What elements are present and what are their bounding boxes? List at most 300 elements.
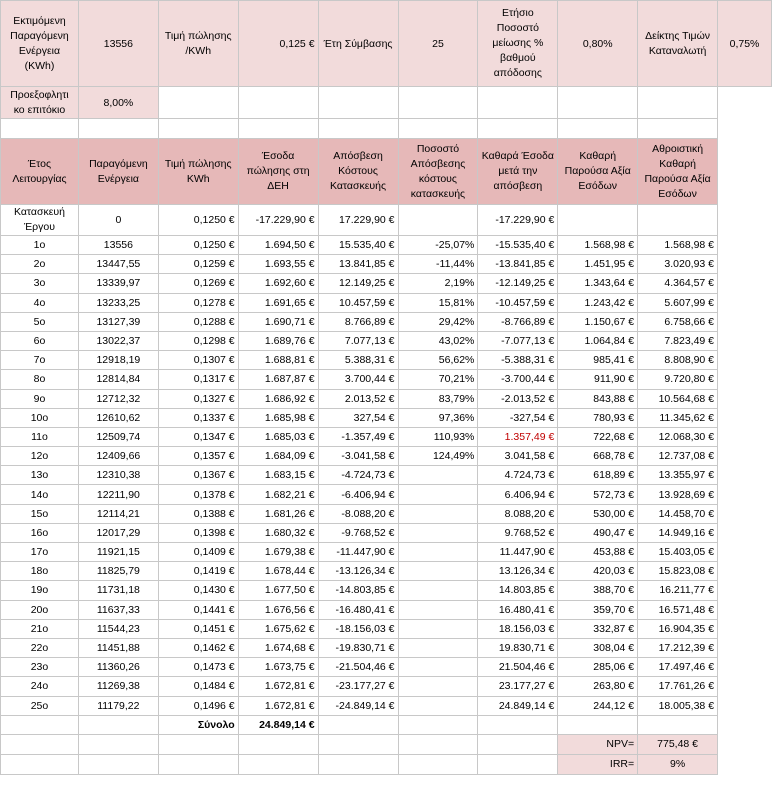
energy-cell[interactable]: 11825,79 — [78, 562, 158, 581]
npv-cell[interactable]: 618,89 € — [558, 466, 638, 485]
empty-cell[interactable] — [398, 734, 478, 754]
cumulative-npv-cell[interactable]: 3.020,93 € — [638, 255, 718, 274]
percent-cell[interactable] — [398, 619, 478, 638]
energy-cell[interactable]: 13556 — [78, 236, 158, 255]
empty-cell[interactable] — [238, 754, 318, 774]
year-cell[interactable]: 14ο — [1, 485, 79, 504]
cell[interactable] — [638, 205, 718, 236]
percent-cell[interactable] — [398, 504, 478, 523]
depreciation-cell[interactable]: -9.768,52 € — [318, 523, 398, 542]
net-revenue-cell[interactable]: -327,54 € — [478, 408, 558, 427]
depreciation-cell[interactable]: 15.535,40 € — [318, 236, 398, 255]
year-cell[interactable]: 17ο — [1, 543, 79, 562]
npv-cell[interactable]: 668,78 € — [558, 447, 638, 466]
revenue-cell[interactable]: 1.672,81 € — [238, 677, 318, 696]
cumulative-npv-cell[interactable]: 10.564,68 € — [638, 389, 718, 408]
energy-value[interactable]: 13556 — [78, 1, 158, 87]
energy-cell[interactable]: 11731,18 — [78, 581, 158, 600]
net-revenue-cell[interactable]: -7.077,13 € — [478, 331, 558, 350]
construction-row — [1, 205, 772, 236]
npv-cell[interactable]: 1.451,95 € — [558, 255, 638, 274]
depreciation-cell[interactable]: 3.700,44 € — [318, 370, 398, 389]
energy-cell[interactable]: 12712,32 — [78, 389, 158, 408]
npv-cell[interactable]: 490,47 € — [558, 523, 638, 542]
empty-cell[interactable] — [398, 87, 478, 119]
empty-cell[interactable] — [78, 754, 158, 774]
depreciation-cell[interactable]: -14.803,85 € — [318, 581, 398, 600]
revenue-cell[interactable]: 1.680,32 € — [238, 523, 318, 542]
price-cell[interactable]: 0,1409 € — [158, 543, 238, 562]
net-revenue-cell[interactable]: 23.177,27 € — [478, 677, 558, 696]
depreciation-cell[interactable]: -1.357,49 € — [318, 427, 398, 446]
percent-cell[interactable] — [398, 485, 478, 504]
price-cell[interactable]: 0,1288 € — [158, 312, 238, 331]
depreciation-cell[interactable]: -23.177,27 € — [318, 677, 398, 696]
price-cell[interactable]: 0,1250 € — [158, 236, 238, 255]
revenue-cell[interactable]: 1.682,21 € — [238, 485, 318, 504]
energy-cell[interactable]: 11921,15 — [78, 543, 158, 562]
total-label[interactable]: Σύνολο — [158, 715, 238, 734]
discount-value[interactable]: 8,00% — [78, 87, 158, 119]
price-cell[interactable]: 0,1278 € — [158, 293, 238, 312]
revenue-cell[interactable]: 1.692,60 € — [238, 274, 318, 293]
empty-cell[interactable] — [558, 119, 638, 139]
percent-cell[interactable]: 43,02% — [398, 331, 478, 350]
revenue-cell[interactable]: 1.678,44 € — [238, 562, 318, 581]
empty-cell[interactable] — [398, 754, 478, 774]
energy-cell[interactable]: 13339,97 — [78, 274, 158, 293]
npv-cell[interactable]: 244,12 € — [558, 696, 638, 715]
depreciation-cell[interactable]: 8.766,89 € — [318, 312, 398, 331]
table-row — [1, 658, 772, 677]
year-cell[interactable]: 22ο — [1, 638, 79, 657]
year-cell[interactable]: 20ο — [1, 600, 79, 619]
net-revenue-cell[interactable]: -10.457,59 € — [478, 293, 558, 312]
empty-cell[interactable] — [238, 87, 318, 119]
depreciation-cell[interactable]: 12.149,25 € — [318, 274, 398, 293]
price-cell[interactable]: 0,1327 € — [158, 389, 238, 408]
percent-cell[interactable] — [398, 562, 478, 581]
energy-cell[interactable]: 13022,37 — [78, 331, 158, 350]
year-cell[interactable]: 3ο — [1, 274, 79, 293]
percent-cell[interactable]: 29,42% — [398, 312, 478, 331]
energy-cell[interactable]: 12814,84 — [78, 370, 158, 389]
year-cell[interactable]: 7ο — [1, 351, 79, 370]
price-cell[interactable]: 0,1398 € — [158, 523, 238, 542]
price-cell[interactable]: 0,1419 € — [158, 562, 238, 581]
price-cell[interactable]: 0,1473 € — [158, 658, 238, 677]
price-cell[interactable]: 0,1317 € — [158, 370, 238, 389]
cumulative-npv-cell[interactable]: 12.737,08 € — [638, 447, 718, 466]
price-cell[interactable]: 0,1462 € — [158, 638, 238, 657]
net-revenue-cell[interactable]: 24.849,14 € — [478, 696, 558, 715]
net-revenue-cell[interactable]: 18.156,03 € — [478, 619, 558, 638]
cumulative-npv-cell[interactable]: 9.720,80 € — [638, 370, 718, 389]
empty-cell[interactable] — [318, 754, 398, 774]
cumulative-npv-cell[interactable]: 13.928,69 € — [638, 485, 718, 504]
empty-cell[interactable] — [78, 119, 158, 139]
table-row — [1, 638, 772, 657]
energy-cell[interactable]: 13447,55 — [78, 255, 158, 274]
empty-cell[interactable] — [638, 87, 718, 119]
percent-cell[interactable]: 56,62% — [398, 351, 478, 370]
empty-cell — [718, 312, 772, 331]
npv-cell[interactable]: 530,00 € — [558, 504, 638, 523]
cumulative-npv-cell[interactable]: 5.607,99 € — [638, 293, 718, 312]
year-cell[interactable]: 16ο — [1, 523, 79, 542]
depreciation-cell[interactable]: 7.077,13 € — [318, 331, 398, 350]
npv-cell[interactable]: 1.568,98 € — [558, 236, 638, 255]
cell[interactable]: 0 — [78, 205, 158, 236]
cell[interactable] — [398, 205, 478, 236]
header-npv: Καθαρή Παρούσα Αξία Εσόδων — [558, 139, 638, 205]
price-cell[interactable]: 0,1378 € — [158, 485, 238, 504]
percent-cell[interactable] — [398, 677, 478, 696]
empty-cell[interactable] — [158, 119, 238, 139]
revenue-cell[interactable]: 1.686,92 € — [238, 389, 318, 408]
npv-label[interactable]: NPV= — [558, 734, 638, 754]
year-cell[interactable]: 19ο — [1, 581, 79, 600]
energy-cell[interactable]: 11179,22 — [78, 696, 158, 715]
npv-cell[interactable]: 985,41 € — [558, 351, 638, 370]
revenue-cell[interactable]: 1.672,81 € — [238, 696, 318, 715]
cell[interactable] — [558, 205, 638, 236]
price-cell[interactable]: 0,1357 € — [158, 447, 238, 466]
year-cell[interactable]: 4ο — [1, 293, 79, 312]
price-cell[interactable]: 0,1337 € — [158, 408, 238, 427]
npv-cell[interactable]: 1.243,42 € — [558, 293, 638, 312]
cumulative-npv-cell[interactable]: 6.758,66 € — [638, 312, 718, 331]
price-cell[interactable]: 0,1307 € — [158, 351, 238, 370]
npv-cell[interactable]: 911,90 € — [558, 370, 638, 389]
revenue-cell[interactable]: 1.690,71 € — [238, 312, 318, 331]
price-value[interactable]: 0,125 € — [238, 1, 318, 87]
percent-cell[interactable]: 2,19% — [398, 274, 478, 293]
year-cell[interactable]: 6ο — [1, 331, 79, 350]
cumulative-npv-cell[interactable]: 14.949,16 € — [638, 523, 718, 542]
revenue-cell[interactable]: 1.673,75 € — [238, 658, 318, 677]
depreciation-cell[interactable]: 327,54 € — [318, 408, 398, 427]
revenue-cell[interactable]: 1.679,38 € — [238, 543, 318, 562]
depreciation-cell[interactable]: -16.480,41 € — [318, 600, 398, 619]
percent-cell[interactable]: -25,07% — [398, 236, 478, 255]
energy-cell[interactable]: 12211,90 — [78, 485, 158, 504]
empty-cell[interactable] — [478, 754, 558, 774]
percent-cell[interactable] — [398, 600, 478, 619]
energy-cell[interactable]: 12114,21 — [78, 504, 158, 523]
empty-cell[interactable] — [318, 87, 398, 119]
energy-cell[interactable]: 11544,23 — [78, 619, 158, 638]
net-revenue-cell[interactable]: 4.724,73 € — [478, 466, 558, 485]
energy-cell[interactable]: 12310,38 — [78, 466, 158, 485]
price-cell[interactable]: 0,1484 € — [158, 677, 238, 696]
net-revenue-cell[interactable]: 11.447,90 € — [478, 543, 558, 562]
energy-cell[interactable]: 11451,88 — [78, 638, 158, 657]
revenue-cell[interactable]: 1.694,50 € — [238, 236, 318, 255]
energy-cell[interactable]: 12918,19 — [78, 351, 158, 370]
year-cell[interactable]: 11ο — [1, 427, 79, 446]
year-cell[interactable]: 5ο — [1, 312, 79, 331]
depreciation-cell[interactable]: 10.457,59 € — [318, 293, 398, 312]
irr-row — [1, 754, 772, 774]
empty-cell[interactable] — [1, 715, 79, 734]
year-cell[interactable]: 9ο — [1, 389, 79, 408]
depreciation-cell[interactable]: 13.841,85 € — [318, 255, 398, 274]
cumulative-npv-cell[interactable]: 8.808,90 € — [638, 351, 718, 370]
empty-cell[interactable] — [478, 715, 558, 734]
year-cell[interactable]: 10ο — [1, 408, 79, 427]
empty-cell[interactable] — [238, 119, 318, 139]
npv-cell[interactable]: 359,70 € — [558, 600, 638, 619]
npv-value[interactable]: 775,48 € — [638, 734, 718, 754]
price-cell[interactable]: 0,1367 € — [158, 466, 238, 485]
empty-cell[interactable] — [158, 87, 238, 119]
percent-cell[interactable] — [398, 581, 478, 600]
cumulative-npv-cell[interactable]: 11.345,62 € — [638, 408, 718, 427]
net-revenue-cell[interactable]: -15.535,40 € — [478, 236, 558, 255]
cell[interactable]: -17.229,90 € — [238, 205, 318, 236]
empty-cell[interactable] — [478, 119, 558, 139]
net-revenue-cell[interactable]: -12.149,25 € — [478, 274, 558, 293]
depreciation-cell[interactable]: -11.447,90 € — [318, 543, 398, 562]
cumulative-npv-cell[interactable]: 17.212,39 € — [638, 638, 718, 657]
year-cell[interactable]: 2ο — [1, 255, 79, 274]
npv-cell[interactable]: 1.150,67 € — [558, 312, 638, 331]
npv-cell[interactable]: 263,80 € — [558, 677, 638, 696]
empty-cell[interactable] — [558, 715, 638, 734]
energy-cell[interactable]: 11269,38 — [78, 677, 158, 696]
net-revenue-cell[interactable]: 19.830,71 € — [478, 638, 558, 657]
empty-cell[interactable] — [318, 734, 398, 754]
year-cell[interactable]: 12ο — [1, 447, 79, 466]
net-revenue-cell[interactable]: 1.357,49 € — [478, 427, 558, 446]
percent-cell[interactable] — [398, 543, 478, 562]
empty-cell[interactable] — [318, 715, 398, 734]
empty-cell — [718, 389, 772, 408]
npv-cell[interactable]: 1.343,64 € — [558, 274, 638, 293]
price-cell[interactable]: 0,1496 € — [158, 696, 238, 715]
empty-cell[interactable] — [638, 119, 718, 139]
empty-cell — [718, 236, 772, 255]
depreciation-cell[interactable]: -6.406,94 € — [318, 485, 398, 504]
percent-cell[interactable]: 83,79% — [398, 389, 478, 408]
cumulative-npv-cell[interactable]: 1.568,98 € — [638, 236, 718, 255]
cell[interactable]: 17.229,90 € — [318, 205, 398, 236]
cumulative-npv-cell[interactable]: 17.497,46 € — [638, 658, 718, 677]
cumulative-npv-cell[interactable]: 15.823,08 € — [638, 562, 718, 581]
year-cell[interactable]: 15ο — [1, 504, 79, 523]
npv-cell[interactable]: 1.064,84 € — [558, 331, 638, 350]
npv-cell[interactable]: 453,88 € — [558, 543, 638, 562]
cumulative-npv-cell[interactable]: 12.068,30 € — [638, 427, 718, 446]
cumulative-npv-cell[interactable]: 15.403,05 € — [638, 543, 718, 562]
header-energy: Παραγόμενη Ενέργεια — [78, 139, 158, 205]
energy-cell[interactable]: 12509,74 — [78, 427, 158, 446]
depreciation-cell[interactable]: -13.126,34 € — [318, 562, 398, 581]
empty-cell[interactable] — [78, 734, 158, 754]
percent-cell[interactable]: 97,36% — [398, 408, 478, 427]
percent-cell[interactable]: 110,93% — [398, 427, 478, 446]
revenue-cell[interactable]: 1.693,55 € — [238, 255, 318, 274]
table-row — [1, 696, 772, 715]
depreciation-cell[interactable]: -4.724,73 € — [318, 466, 398, 485]
percent-cell[interactable] — [398, 638, 478, 657]
year-cell[interactable]: 24ο — [1, 677, 79, 696]
revenue-cell[interactable]: 1.675,62 € — [238, 619, 318, 638]
cumulative-npv-cell[interactable]: 13.355,97 € — [638, 466, 718, 485]
energy-cell[interactable]: 13233,25 — [78, 293, 158, 312]
cumulative-npv-cell[interactable]: 16.211,77 € — [638, 581, 718, 600]
empty-cell[interactable] — [1, 119, 79, 139]
price-cell[interactable]: 0,1441 € — [158, 600, 238, 619]
cell[interactable]: 0,1250 € — [158, 205, 238, 236]
depreciation-cell[interactable]: -18.156,03 € — [318, 619, 398, 638]
npv-cell[interactable]: 420,03 € — [558, 562, 638, 581]
cumulative-npv-cell[interactable]: 14.458,70 € — [638, 504, 718, 523]
irr-label[interactable]: IRR= — [558, 754, 638, 774]
empty-cell[interactable] — [1, 754, 79, 774]
net-revenue-cell[interactable]: -13.841,85 € — [478, 255, 558, 274]
price-cell[interactable]: 0,1430 € — [158, 581, 238, 600]
net-revenue-cell[interactable]: -2.013,52 € — [478, 389, 558, 408]
npv-cell[interactable]: 388,70 € — [558, 581, 638, 600]
empty-cell[interactable] — [478, 87, 558, 119]
year-cell[interactable]: 23ο — [1, 658, 79, 677]
year-cell[interactable]: 21ο — [1, 619, 79, 638]
reduction-value[interactable]: 0,80% — [558, 1, 638, 87]
revenue-cell[interactable]: 1.688,81 € — [238, 351, 318, 370]
depreciation-cell[interactable]: -3.041,58 € — [318, 447, 398, 466]
percent-cell[interactable]: 15,81% — [398, 293, 478, 312]
cell[interactable]: -17.229,90 € — [478, 205, 558, 236]
table-row — [1, 389, 772, 408]
percent-cell[interactable] — [398, 658, 478, 677]
energy-cell[interactable]: 12610,62 — [78, 408, 158, 427]
npv-cell[interactable]: 308,04 € — [558, 638, 638, 657]
npv-cell[interactable]: 332,87 € — [558, 619, 638, 638]
npv-cell[interactable]: 285,06 € — [558, 658, 638, 677]
empty-cell[interactable] — [558, 87, 638, 119]
depreciation-cell[interactable]: -21.504,46 € — [318, 658, 398, 677]
revenue-cell[interactable]: 1.674,68 € — [238, 638, 318, 657]
npv-cell[interactable]: 780,93 € — [558, 408, 638, 427]
empty-cell[interactable] — [158, 734, 238, 754]
empty-cell[interactable] — [78, 715, 158, 734]
depreciation-cell[interactable]: -24.849,14 € — [318, 696, 398, 715]
year-cell[interactable]: 1ο — [1, 236, 79, 255]
depreciation-cell[interactable]: 5.388,31 € — [318, 351, 398, 370]
energy-cell[interactable]: 11637,33 — [78, 600, 158, 619]
price-cell[interactable]: 0,1451 € — [158, 619, 238, 638]
empty-cell[interactable] — [398, 119, 478, 139]
construction-label[interactable]: Κατασκευή Έργου — [1, 205, 79, 236]
cumulative-npv-cell[interactable]: 18.005,38 € — [638, 696, 718, 715]
net-revenue-cell[interactable]: -5.388,31 € — [478, 351, 558, 370]
revenue-cell[interactable]: 1.683,15 € — [238, 466, 318, 485]
npv-cell[interactable]: 722,68 € — [558, 427, 638, 446]
energy-cell[interactable]: 11360,26 — [78, 658, 158, 677]
net-revenue-cell[interactable]: 9.768,52 € — [478, 523, 558, 542]
price-cell[interactable]: 0,1347 € — [158, 427, 238, 446]
net-revenue-cell[interactable]: 3.041,58 € — [478, 447, 558, 466]
net-revenue-cell[interactable]: 6.406,94 € — [478, 485, 558, 504]
year-cell[interactable]: 8ο — [1, 370, 79, 389]
year-cell[interactable]: 13ο — [1, 466, 79, 485]
energy-cell[interactable]: 12409,66 — [78, 447, 158, 466]
empty-cell[interactable] — [318, 119, 398, 139]
revenue-cell[interactable]: 1.687,87 € — [238, 370, 318, 389]
cpi-value[interactable]: 0,75% — [718, 1, 772, 87]
empty-cell[interactable] — [158, 754, 238, 774]
net-revenue-cell[interactable]: 14.803,85 € — [478, 581, 558, 600]
empty-cell[interactable] — [478, 734, 558, 754]
empty-cell[interactable] — [1, 734, 79, 754]
depreciation-cell[interactable]: 2.013,52 € — [318, 389, 398, 408]
total-value[interactable]: 24.849,14 € — [238, 715, 318, 734]
energy-cell[interactable]: 12017,29 — [78, 523, 158, 542]
revenue-cell[interactable]: 1.677,50 € — [238, 581, 318, 600]
price-cell[interactable]: 0,1388 € — [158, 504, 238, 523]
net-revenue-cell[interactable]: 8.088,20 € — [478, 504, 558, 523]
revenue-cell[interactable]: 1.691,65 € — [238, 293, 318, 312]
percent-cell[interactable] — [398, 696, 478, 715]
empty-cell — [718, 119, 772, 139]
total-row — [1, 715, 772, 734]
cumulative-npv-cell[interactable]: 17.761,26 € — [638, 677, 718, 696]
percent-cell[interactable]: -11,44% — [398, 255, 478, 274]
revenue-cell[interactable]: 1.684,09 € — [238, 447, 318, 466]
price-cell[interactable]: 0,1298 € — [158, 331, 238, 350]
revenue-cell[interactable]: 1.689,76 € — [238, 331, 318, 350]
price-cell[interactable]: 0,1269 € — [158, 274, 238, 293]
depreciation-cell[interactable]: -19.830,71 € — [318, 638, 398, 657]
percent-cell[interactable]: 124,49% — [398, 447, 478, 466]
net-revenue-cell[interactable]: -3.700,44 € — [478, 370, 558, 389]
table-row — [1, 485, 772, 504]
revenue-cell[interactable]: 1.676,56 € — [238, 600, 318, 619]
empty-cell[interactable] — [638, 715, 718, 734]
cumulative-npv-cell[interactable]: 7.823,49 € — [638, 331, 718, 350]
price-cell[interactable]: 0,1259 € — [158, 255, 238, 274]
net-revenue-cell[interactable]: -8.766,89 € — [478, 312, 558, 331]
year-cell[interactable]: 18ο — [1, 562, 79, 581]
cumulative-npv-cell[interactable]: 16.904,35 € — [638, 619, 718, 638]
revenue-cell[interactable]: 1.681,26 € — [238, 504, 318, 523]
net-revenue-cell[interactable]: 13.126,34 € — [478, 562, 558, 581]
percent-cell[interactable]: 70,21% — [398, 370, 478, 389]
depreciation-cell[interactable]: -8.088,20 € — [318, 504, 398, 523]
cpi-label: Δείκτης Τιμών Καταναλωτή — [638, 1, 718, 87]
irr-value[interactable]: 9% — [638, 754, 718, 774]
energy-cell[interactable]: 13127,39 — [78, 312, 158, 331]
revenue-cell[interactable]: 1.685,03 € — [238, 427, 318, 446]
net-revenue-cell[interactable]: 16.480,41 € — [478, 600, 558, 619]
empty-cell[interactable] — [398, 715, 478, 734]
years-value[interactable]: 25 — [398, 1, 478, 87]
cumulative-npv-cell[interactable]: 4.364,57 € — [638, 274, 718, 293]
empty-cell — [718, 205, 772, 236]
npv-cell[interactable]: 572,73 € — [558, 485, 638, 504]
percent-cell[interactable] — [398, 466, 478, 485]
empty-cell[interactable] — [238, 734, 318, 754]
net-revenue-cell[interactable]: 21.504,46 € — [478, 658, 558, 677]
npv-cell[interactable]: 843,88 € — [558, 389, 638, 408]
empty-cell — [718, 696, 772, 715]
revenue-cell[interactable]: 1.685,98 € — [238, 408, 318, 427]
cumulative-npv-cell[interactable]: 16.571,48 € — [638, 600, 718, 619]
year-cell[interactable]: 25ο — [1, 696, 79, 715]
percent-cell[interactable] — [398, 523, 478, 542]
